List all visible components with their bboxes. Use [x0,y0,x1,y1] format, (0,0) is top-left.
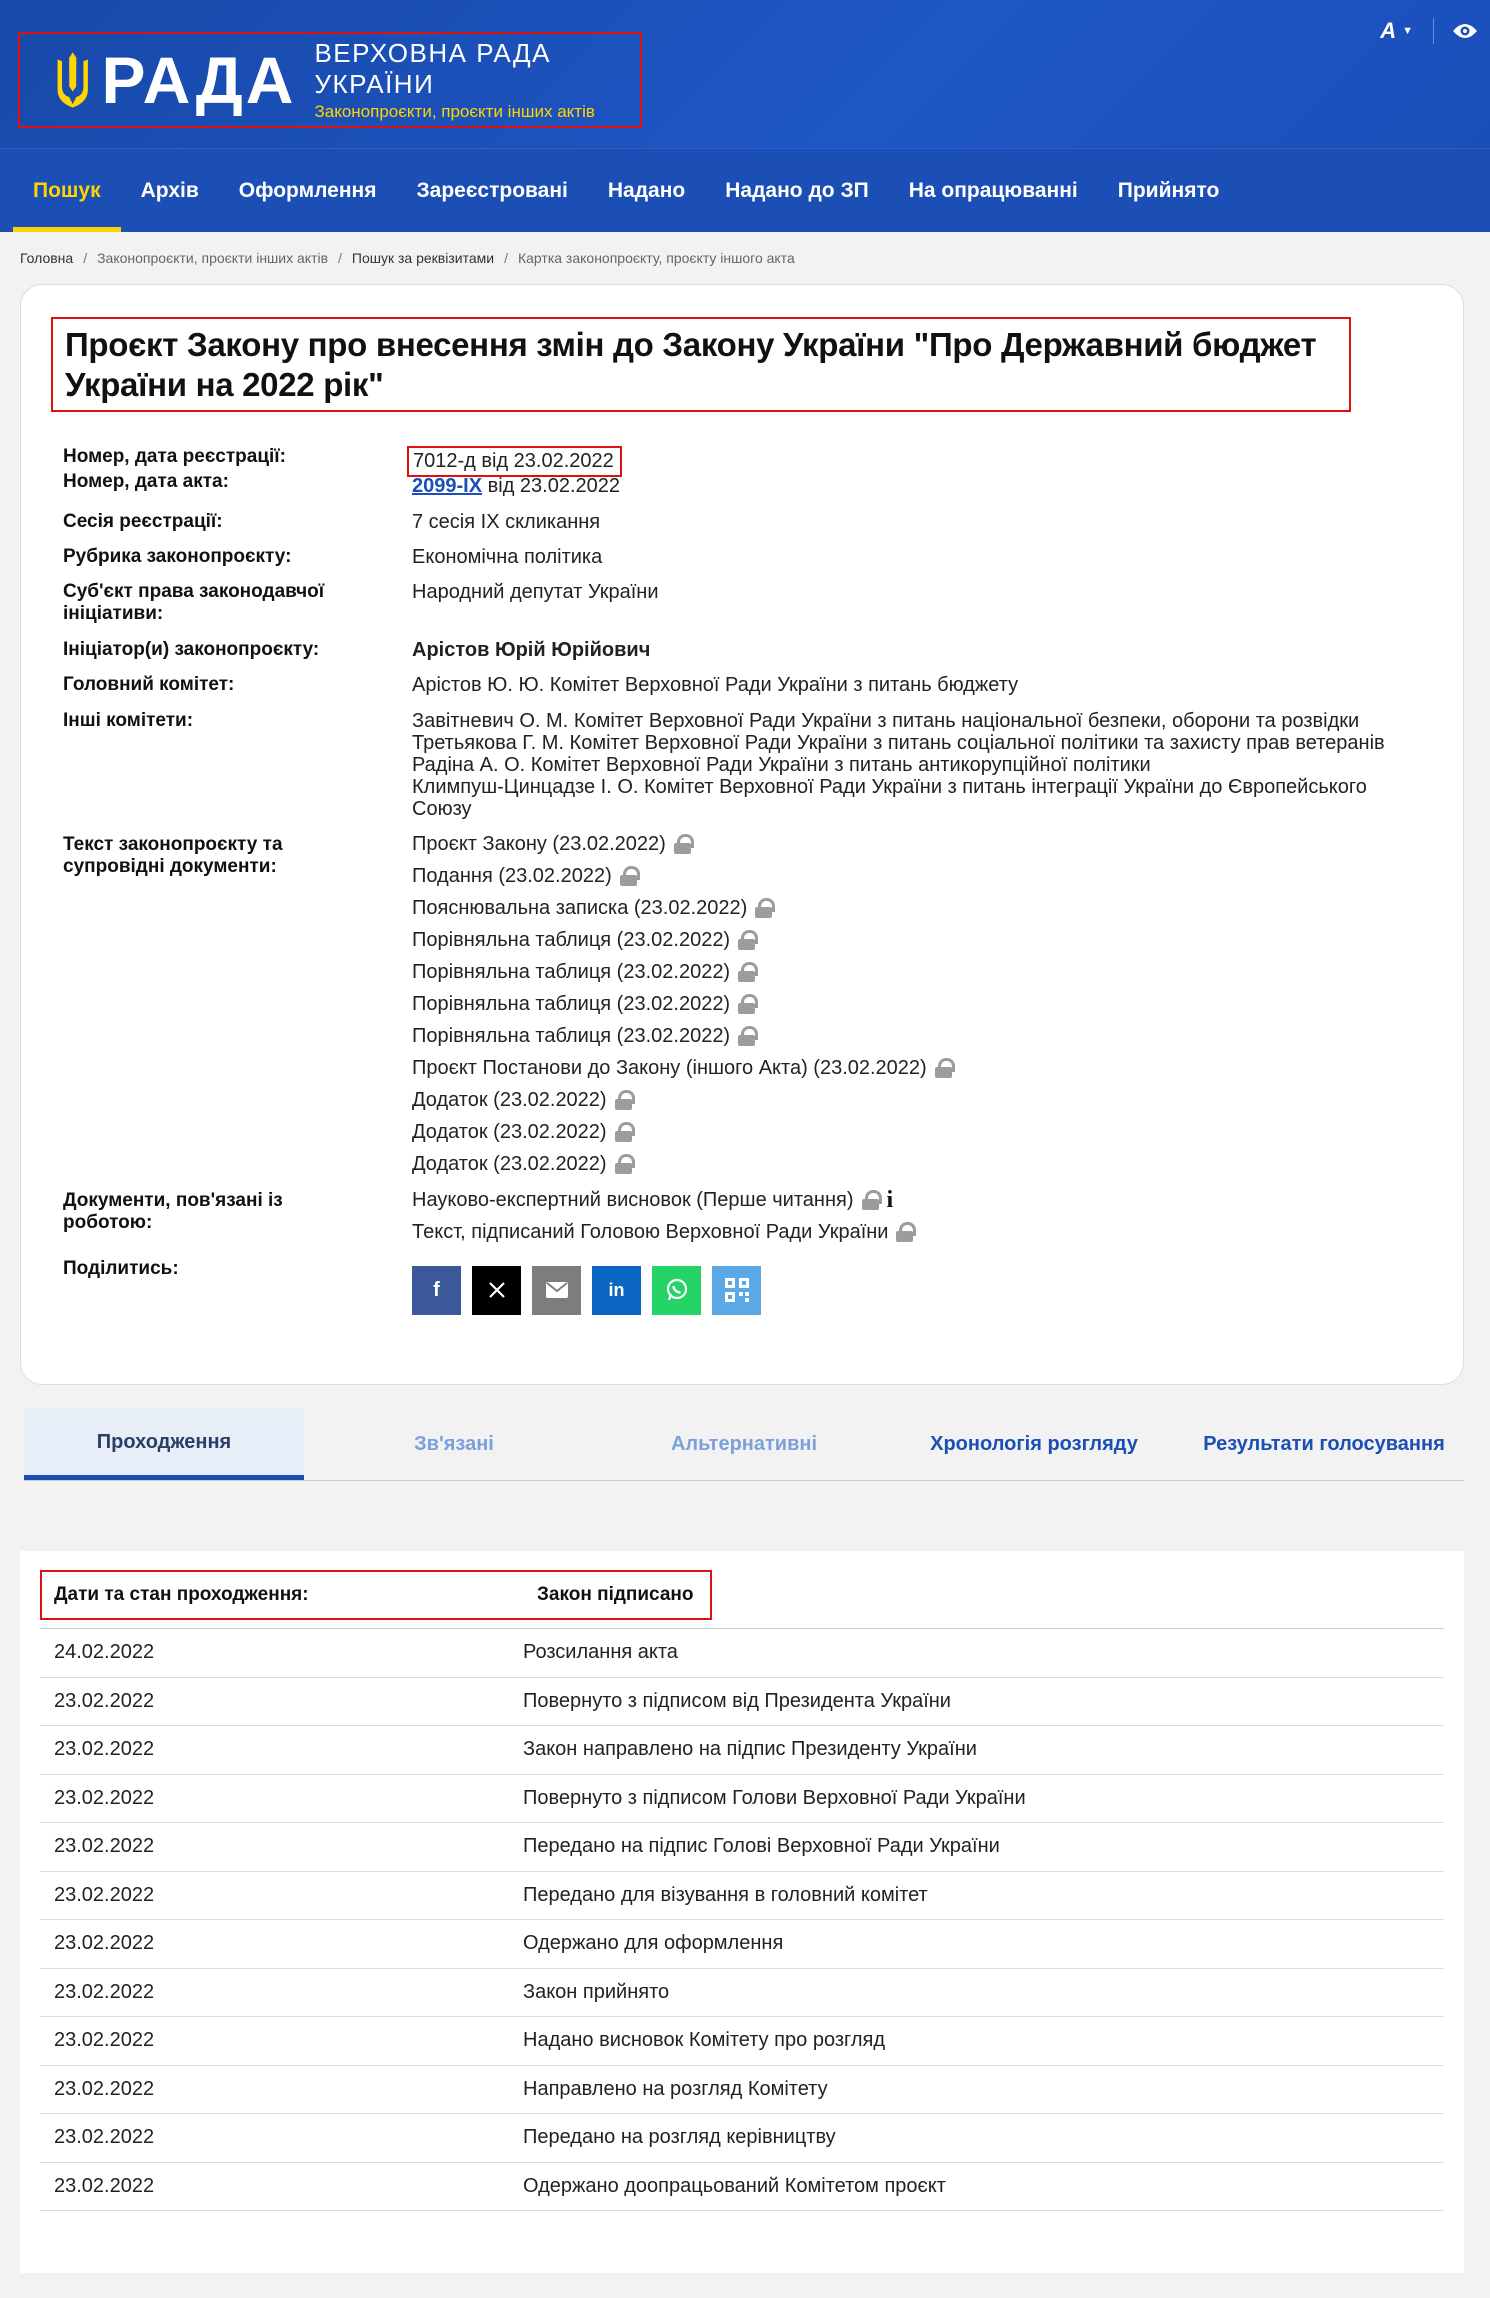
font-size-menu[interactable] [1360,18,1434,44]
row-date: 23.02.2022 [54,1883,155,1906]
other-committees-label: Інші комітети: [63,709,194,731]
other-committee: Завітневич О. М. Комітет Верховної Ради України з питань національної безпеки, оборони та розвідки [412,709,1360,732]
accessibility-button[interactable] [1434,22,1490,40]
table-row [40,1775,1444,1824]
chevron-down-icon: ▼ [1402,25,1413,37]
crumb-separator: / [83,250,88,266]
session-label: Сесія реєстрації: [63,510,223,532]
lock-icon [755,898,772,918]
initiator-value: Арістов Юрій Юрійович [412,638,651,661]
doc-link[interactable]: Порівняльна таблиця (23.02.2022) [412,960,731,983]
rubric-value: Економічна політика [412,545,603,568]
row-status: Повернуто з підписом від Президента України [523,1689,951,1712]
lock-icon [896,1222,913,1242]
row-status: Передано на розгляд керівництву [523,2126,836,2149]
crumb-search[interactable]: Пошук за реквізитами [351,250,495,266]
table-row [40,2017,1444,2066]
whatsapp-icon [665,1278,689,1302]
share-label: Поділитись: [63,1257,179,1279]
crumb-home[interactable]: Головна [20,250,74,266]
lock-icon [620,866,637,886]
tab-bar [24,1409,1464,1481]
table-header-box [40,1570,712,1620]
doc-link[interactable]: Подання (23.02.2022) [412,864,612,887]
table-row [40,2114,1444,2163]
lock-icon [738,1026,755,1046]
table-row [40,1629,1444,1678]
linkedin-share-button[interactable] [592,1266,641,1315]
row-status: Закон направлено на підпис Президенту України [523,1738,977,1761]
lock-icon [738,962,755,982]
bill-title-box [51,317,1351,412]
row-status: Передано для візування в головний комітет [523,1883,928,1906]
facebook-share-button[interactable] [412,1266,461,1315]
nav-in-work[interactable]: На опрацюванні [908,178,1078,202]
doc-link[interactable]: Проєкт Закону (23.02.2022) [412,832,666,855]
nav-registered[interactable]: Зареєстровані [416,178,568,202]
info-icon[interactable]: i [886,1186,894,1213]
subject-label: Суб'єкт права законодавчої ініціативи: [63,580,325,624]
table-row [40,1678,1444,1727]
table-row [40,1920,1444,1969]
table-row [40,1823,1444,1872]
site-logo[interactable] [18,32,642,128]
linkedin-icon: in [608,1279,625,1300]
main-committee-value: Арістов Ю. Ю. Комітет Верховної Ради України з питань бюджету [412,673,1019,696]
nav-archive[interactable]: Архів [140,178,199,202]
doc-link[interactable]: Додаток (23.02.2022) [412,1088,607,1111]
site-header [0,0,1490,148]
row-date: 24.02.2022 [54,1641,155,1664]
crumb-current: Картка законопроєкту, проєкту іншого акта [517,250,795,266]
lock-icon [615,1122,632,1142]
lock-icon [738,930,755,950]
email-share-button[interactable] [532,1266,581,1315]
related-label: Документи, пов'язані із роботою: [63,1189,283,1233]
lock-icon [615,1154,632,1174]
reg-value: 7012-д від 23.02.2022 [407,446,622,477]
row-status: Повернуто з підписом Голови Верховної Ради України [523,1786,1026,1809]
table-row [40,2066,1444,2115]
docs-label: Текст законопроєкту та супровідні документи: [63,833,283,877]
nav-submitted-zp[interactable]: Надано до ЗП [725,178,869,202]
table-body [40,1629,1444,2211]
row-status: Закон прийнято [523,1980,670,2003]
table-row [40,1726,1444,1775]
initiator-label: Ініціатор(и) законопроєкту: [63,638,320,660]
nav-submitted[interactable]: Надано [607,178,686,202]
doc-link[interactable]: Пояснювальна записка (23.02.2022) [412,896,748,919]
reg-label: Номер, дата реєстрації: [63,445,286,467]
nav-processing[interactable]: Оформлення [238,178,377,202]
tab-related[interactable]: Зв'язані [414,1433,494,1455]
lock-icon [674,834,691,854]
row-date: 23.02.2022 [54,1932,155,1955]
qr-code-icon [724,1277,750,1303]
other-committee: Климпуш-Цинцадзе І. О. Комітет Верховної Ради України з питань інтеграції України до Європейського Союзу [412,775,1367,820]
table-row [40,2163,1444,2212]
qr-share-button[interactable] [712,1266,761,1315]
logo-word: РАДА [101,43,297,117]
tab-alternative[interactable]: Альтернативні [670,1433,818,1455]
row-status: Розсилання акта [523,1641,678,1664]
act-date: від 23.02.2022 [482,474,621,497]
whatsapp-share-button[interactable] [652,1266,701,1315]
tab-passage[interactable]: Проходження [24,1409,304,1480]
lock-icon [615,1090,632,1110]
bill-title: Проєкт Закону про внесення змін до Закону України "Про Державний бюджет України на 2022 рік" [65,326,1317,404]
act-link[interactable]: 2099-IX [412,474,483,497]
row-status: Надано висновок Комітету про розгляд [523,2029,886,2052]
lock-icon [862,1190,879,1210]
trident-icon [54,47,91,113]
row-status: Одержано доопрацьований Комітетом проєкт [523,2174,946,2197]
crumb-separator: / [338,250,342,266]
row-status: Передано на підпис Голові Верховної Ради України [523,1835,1000,1858]
crumb-bills[interactable]: Законопроєкти, проєкти інших актів [97,250,329,266]
row-date: 23.02.2022 [54,1835,155,1858]
related-doc-link[interactable]: Науково-експертний висновок (Перше читання) [412,1188,854,1211]
doc-link[interactable]: Додаток (23.02.2022) [412,1152,607,1175]
row-status: Одержано для оформлення [523,1932,784,1955]
doc-link[interactable]: Проєкт Постанови до Закону (іншого Акта) (23.02.2022) [412,1056,927,1079]
breadcrumb [0,232,1490,284]
x-share-button[interactable] [472,1266,521,1315]
doc-link[interactable]: Порівняльна таблиця (23.02.2022) [412,992,731,1015]
share-buttons [412,1266,761,1315]
row-date: 23.02.2022 [54,1786,155,1809]
lock-icon [738,994,755,1014]
doc-link[interactable]: Додаток (23.02.2022) [412,1120,607,1143]
other-committee: Радіна А. О. Комітет Верховної Ради України з питань антикорупційної політики [412,753,1151,776]
row-date: 23.02.2022 [54,1689,155,1712]
tab-voting-results[interactable]: Результати голосування [1203,1433,1445,1455]
subject-value: Народний депутат України [412,580,659,603]
logo-subtitle: Законопроєкти, проєкти інших актів [314,102,595,121]
rubric-label: Рубрика законопроєкту: [63,545,292,567]
nav-adopted[interactable]: Прийнято [1117,178,1220,202]
related-doc-link[interactable]: Текст, підписаний Головою Верховної Ради України [412,1220,889,1243]
x-icon [488,1281,506,1299]
mail-icon [546,1282,568,1298]
row-status: Направлено на розгляд Комітету [523,2077,828,2100]
act-label: Номер, дата акта: [63,470,229,492]
eye-icon [1452,22,1478,40]
row-date: 23.02.2022 [54,2126,155,2149]
row-date: 23.02.2022 [54,2077,155,2100]
logo-title: ВЕРХОВНА РАДА УКРАЇНИ [314,38,551,99]
header-status: Закон підписано [537,1583,694,1605]
crumb-separator: / [504,250,508,266]
session-value: 7 сесія IX скликання [412,510,601,533]
tab-chronology[interactable]: Хронологія розгляду [930,1433,1138,1455]
bill-card [20,284,1464,1385]
passage-table [20,1551,1464,2273]
main-nav [0,148,1490,232]
table-row [40,1969,1444,2018]
nav-search[interactable]: Пошук [13,149,121,232]
row-date: 23.02.2022 [54,2029,155,2052]
row-date: 23.02.2022 [54,1980,155,2003]
header-dates: Дати та стан проходження: [54,1583,309,1605]
font-letter: A [1380,18,1397,43]
table-row [40,1872,1444,1921]
main-committee-label: Головний комітет: [63,673,235,695]
row-date: 23.02.2022 [54,1738,155,1761]
facebook-icon: f [433,1278,440,1301]
doc-link[interactable]: Порівняльна таблиця (23.02.2022) [412,928,731,951]
lock-icon [935,1058,952,1078]
table-header [40,1561,1444,1629]
row-date: 23.02.2022 [54,2174,155,2197]
doc-link[interactable]: Порівняльна таблиця (23.02.2022) [412,1024,731,1047]
other-committee: Третьякова Г. М. Комітет Верховної Ради України з питань соціальної політики та захисту прав ветеранів [412,731,1385,754]
